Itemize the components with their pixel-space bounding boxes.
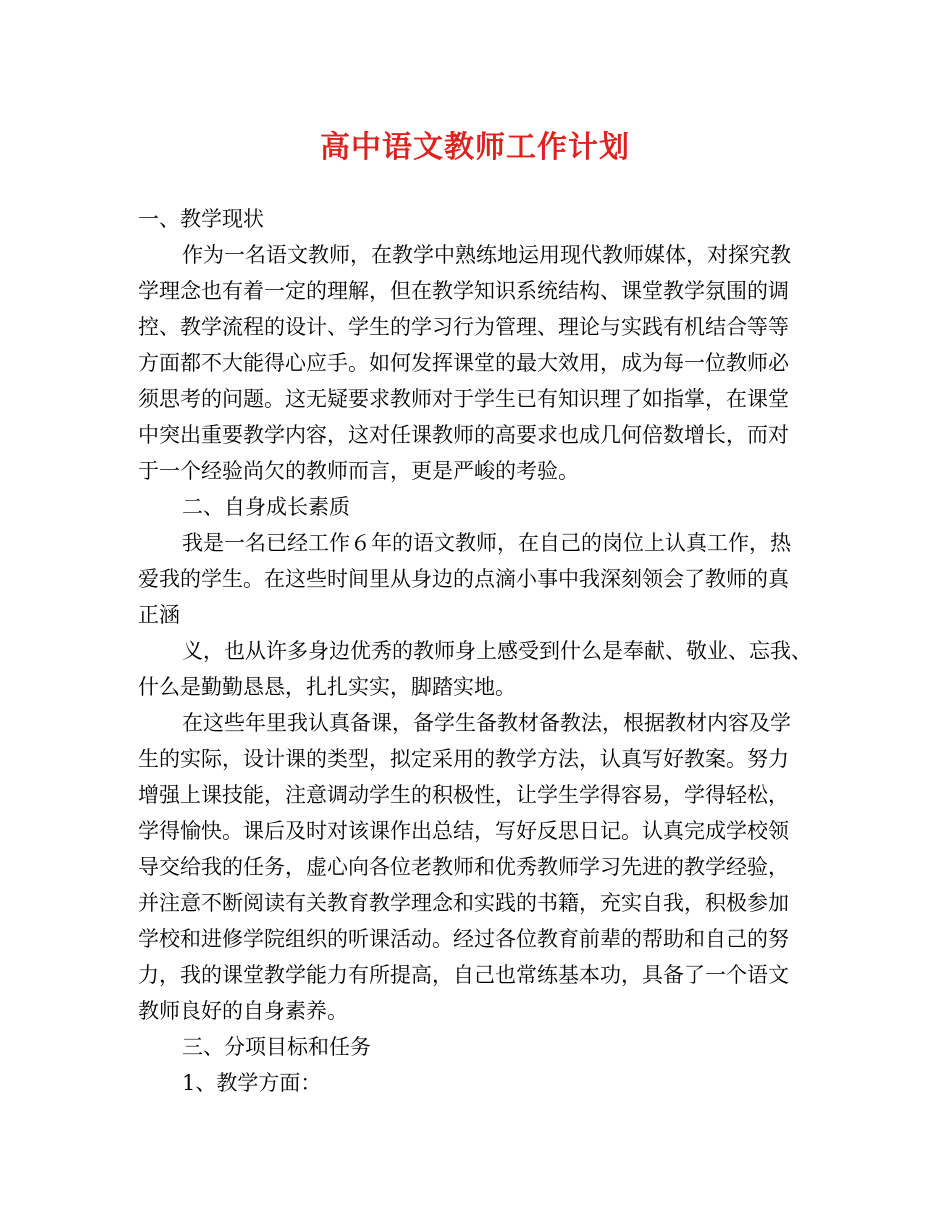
paragraph-line: 在这些年里我认真备课，备学生备教材备教法，根据教材内容及学 xyxy=(182,711,791,735)
paragraph-line: 控、教学流程的设计、学生的学习行为管理、理论与实践有机结合等等 xyxy=(138,315,789,339)
paragraph-line: 义，也从许多身边优秀的教师身上感受到什么是奉献、敬业、忘我、 xyxy=(182,639,812,663)
paragraph-line: 正涵 xyxy=(138,603,180,627)
paragraph-line: 作为一名语文教师，在教学中熟练地运用现代教师媒体，对探究教 xyxy=(182,243,791,267)
section-heading-2: 二、自身成长素质 xyxy=(182,495,350,519)
paragraph-line: 须思考的问题。这无疑要求教师对于学生已有知识理了如指掌，在课堂 xyxy=(138,387,789,411)
document-title: 高中语文教师工作计划 xyxy=(320,130,630,165)
section-heading-1: 一、教学现状 xyxy=(138,207,264,231)
paragraph-line: 爱我的学生。在这些时间里从身边的点滴小事中我深刻领会了教师的真 xyxy=(138,567,789,591)
paragraph-line: 并注意不断阅读有关教育教学理念和实践的书籍，充实自我，积极参加 xyxy=(138,891,789,915)
paragraph-line: 导交给我的任务，虚心向各位老教师和优秀教师学习先进的教学经验， xyxy=(138,855,789,879)
paragraph-line: 中突出重要教学内容，这对任课教师的高要求也成几何倍数增长，而对 xyxy=(138,423,789,447)
subsection-heading: 1、教学方面： xyxy=(182,1071,322,1095)
paragraph-line: 教师良好的自身素养。 xyxy=(138,999,348,1023)
paragraph-line: 力，我的课堂教学能力有所提高，自己也常练基本功，具备了一个语文 xyxy=(138,963,789,987)
paragraph-line: 于一个经验尚欠的教师而言，更是严峻的考验。 xyxy=(138,459,579,483)
paragraph-line: 增强上课技能，注意调动学生的积极性，让学生学得容易，学得轻松， xyxy=(138,783,789,807)
paragraph-line: 我是一名已经工作６年的语文教师，在自己的岗位上认真工作，热 xyxy=(182,531,791,555)
paragraph-line: 学校和进修学院组织的听课活动。经过各位教育前辈的帮助和自己的努 xyxy=(138,927,789,951)
paragraph-line: 生的实际，设计课的类型，拟定采用的教学方法，认真写好教案。努力 xyxy=(138,747,789,771)
section-heading-3: 三、分项目标和任务 xyxy=(182,1035,371,1059)
paragraph-line: 什么是勤勤恳恳，扎扎实实，脚踏实地。 xyxy=(138,675,516,699)
paragraph-line: 方面都不大能得心应手。如何发挥课堂的最大效用，成为每一位教师必 xyxy=(138,351,789,375)
paragraph-line: 学理念也有着一定的理解，但在教学知识系统结构、课堂教学氛围的调 xyxy=(138,279,789,303)
paragraph-line: 学得愉快。课后及时对该课作出总结，写好反思日记。认真完成学校领 xyxy=(138,819,789,843)
